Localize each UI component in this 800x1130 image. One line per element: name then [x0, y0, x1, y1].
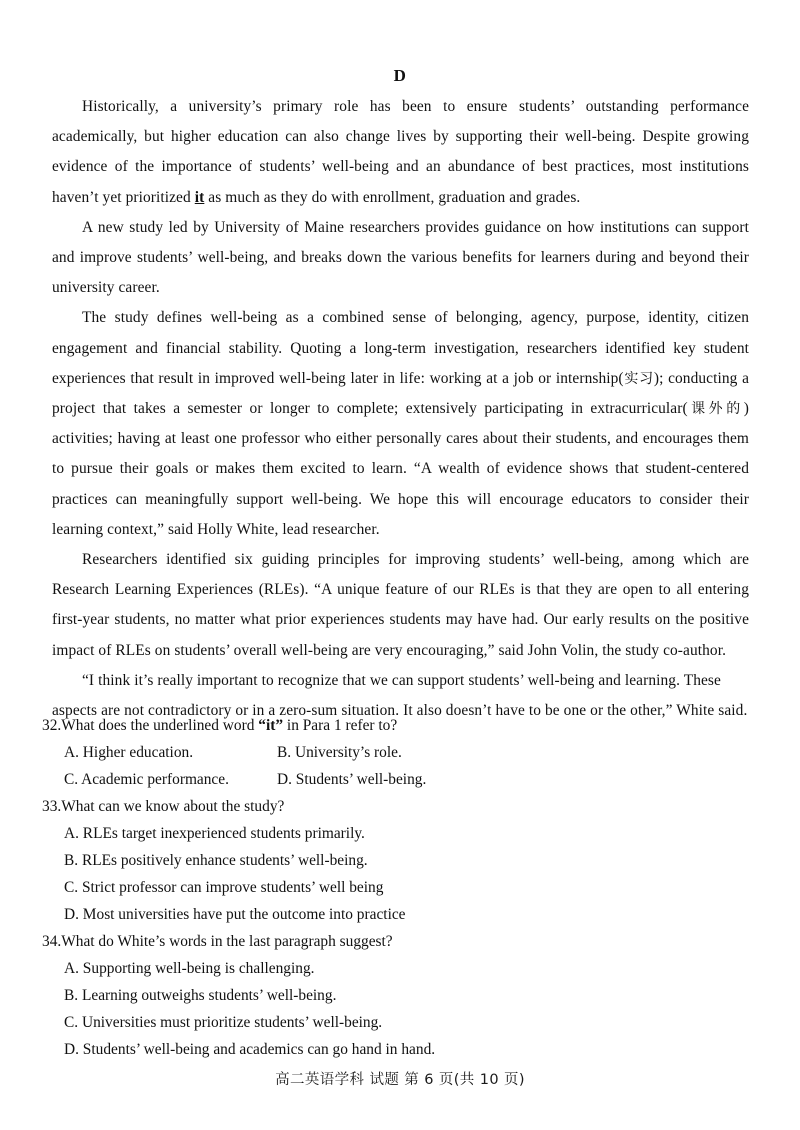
- question-32-number: 32.: [42, 717, 62, 734]
- question-33-options: [42, 820, 752, 928]
- paragraph-3-part-2: ); conducting a project that takes a semester or longer to complete; extensively participating in extracurricular(: [52, 369, 750, 418]
- question-33: [42, 793, 752, 928]
- question-32-options-row-2: [42, 766, 752, 793]
- footer-page-number: 6: [424, 1072, 434, 1088]
- question-32-stem-before: What does the underlined word: [61, 717, 259, 734]
- question-32: [42, 712, 752, 793]
- underlined-word-it: it: [194, 188, 205, 206]
- question-32-stem: [42, 712, 752, 739]
- option-c[interactable]: C. Academic performance.: [64, 771, 229, 788]
- option-c[interactable]: C. Universities must prioritize students’ well-being.: [64, 1014, 383, 1031]
- question-32-options-row-1: [42, 739, 752, 766]
- footer-subject: 高二英语学科: [275, 1072, 365, 1088]
- option-d[interactable]: D. Students’ well-being.: [277, 771, 427, 788]
- gloss-extracurricular: 课外的: [687, 401, 744, 418]
- paragraph-1-text-after: as much as they do with enrollment, graduation and grades.: [204, 188, 581, 206]
- question-34-number: 34.: [42, 933, 62, 950]
- passage-body: [52, 92, 749, 726]
- footer-doc-type: 试题: [369, 1072, 400, 1088]
- paragraph-1: [52, 92, 749, 213]
- option-a[interactable]: A. Higher education.: [64, 744, 194, 761]
- footer-page-word: 第: [404, 1072, 420, 1088]
- question-33-stem-text: What can we know about the study?: [61, 798, 285, 815]
- paragraph-1-text-before: Historically, a university’s primary role has been to ensure students’ outstanding performance academically, but higher education can also change lives by supporting their well-being. Despite growing evidence of the importance of students’ well-being and an abundance of best practices, most institutions haven’t yet prioritized: [52, 98, 749, 206]
- question-34: [42, 928, 752, 1063]
- option-a[interactable]: A. Supporting well-being is challenging.: [64, 960, 315, 977]
- paragraph-3-part-1: The study defines well-being as a combined sense of belonging, agency, purpose, identity, citizen engagement and financial stability. Quoting a long-term investigation, researchers identified key student experiences that result in improved well-being later in life: working at a job or internship(: [52, 309, 749, 387]
- question-32-stem-keyword: “it”: [258, 717, 284, 734]
- footer-total-suffix: 页): [503, 1072, 525, 1088]
- paragraph-5: “I think it’s really important to recognize that we can support students’ well-being and learning. These aspects are not contradictory or in a zero-sum situation. It also doesn’t have to be one or the other,” White said.: [52, 671, 748, 720]
- option-c[interactable]: C. Strict professor can improve students’ well being: [64, 879, 384, 896]
- page-footer: [0, 1068, 800, 1089]
- option-b[interactable]: B. RLEs positively enhance students’ well-being.: [64, 852, 368, 869]
- gloss-internship: 实习: [623, 370, 654, 387]
- option-b[interactable]: B. Learning outweighs students’ well-being.: [64, 987, 337, 1004]
- section-letter: D: [393, 66, 407, 85]
- questions-section: [42, 712, 752, 1063]
- option-a[interactable]: A. RLEs target inexperienced students primarily.: [64, 825, 365, 842]
- footer-total-prefix: 页(共: [438, 1072, 475, 1088]
- question-34-options: [42, 955, 752, 1063]
- option-b[interactable]: B. University’s role.: [277, 744, 402, 761]
- paragraph-3-part-3: ) activities; having at least one professor who either personally cares about their students, and encourages them to pursue their goals or makes them excited to learn. “A wealth of evidence shows that student-centered practices can meaningfully support well-being. We hope this will encourage educators to consider their learning context,” said Holly White, lead researcher.: [52, 400, 749, 538]
- question-34-stem-text: What do White’s words in the last paragraph suggest?: [61, 933, 393, 950]
- paragraph-2: A new study led by University of Maine researchers provides guidance on how institutions can support and improve students’ well-being, and breaks down the various benefits for learners during and beyond their university career.: [52, 218, 749, 297]
- footer-total-pages: 10: [479, 1072, 499, 1088]
- paragraph-4: Researchers identified six guiding principles for improving students’ well-being, among which are Research Learning Experiences (RLEs). “A unique feature of our RLEs is that they are open to all entering first-year students, no matter what prior experiences students may have had. Our early results on the positive impact of RLEs on students’ overall well-being are very encouraging,” said John Volin, the study co-author.: [52, 551, 749, 659]
- question-33-stem: [42, 793, 752, 820]
- option-d[interactable]: D. Most universities have put the outcome into practice: [64, 906, 406, 923]
- question-34-stem: [42, 928, 752, 955]
- question-32-stem-after: in Para 1 refer to?: [283, 717, 398, 734]
- question-33-number: 33.: [42, 798, 62, 815]
- paragraph-3: [52, 303, 749, 545]
- option-d[interactable]: D. Students’ well-being and academics can go hand in hand.: [64, 1041, 436, 1058]
